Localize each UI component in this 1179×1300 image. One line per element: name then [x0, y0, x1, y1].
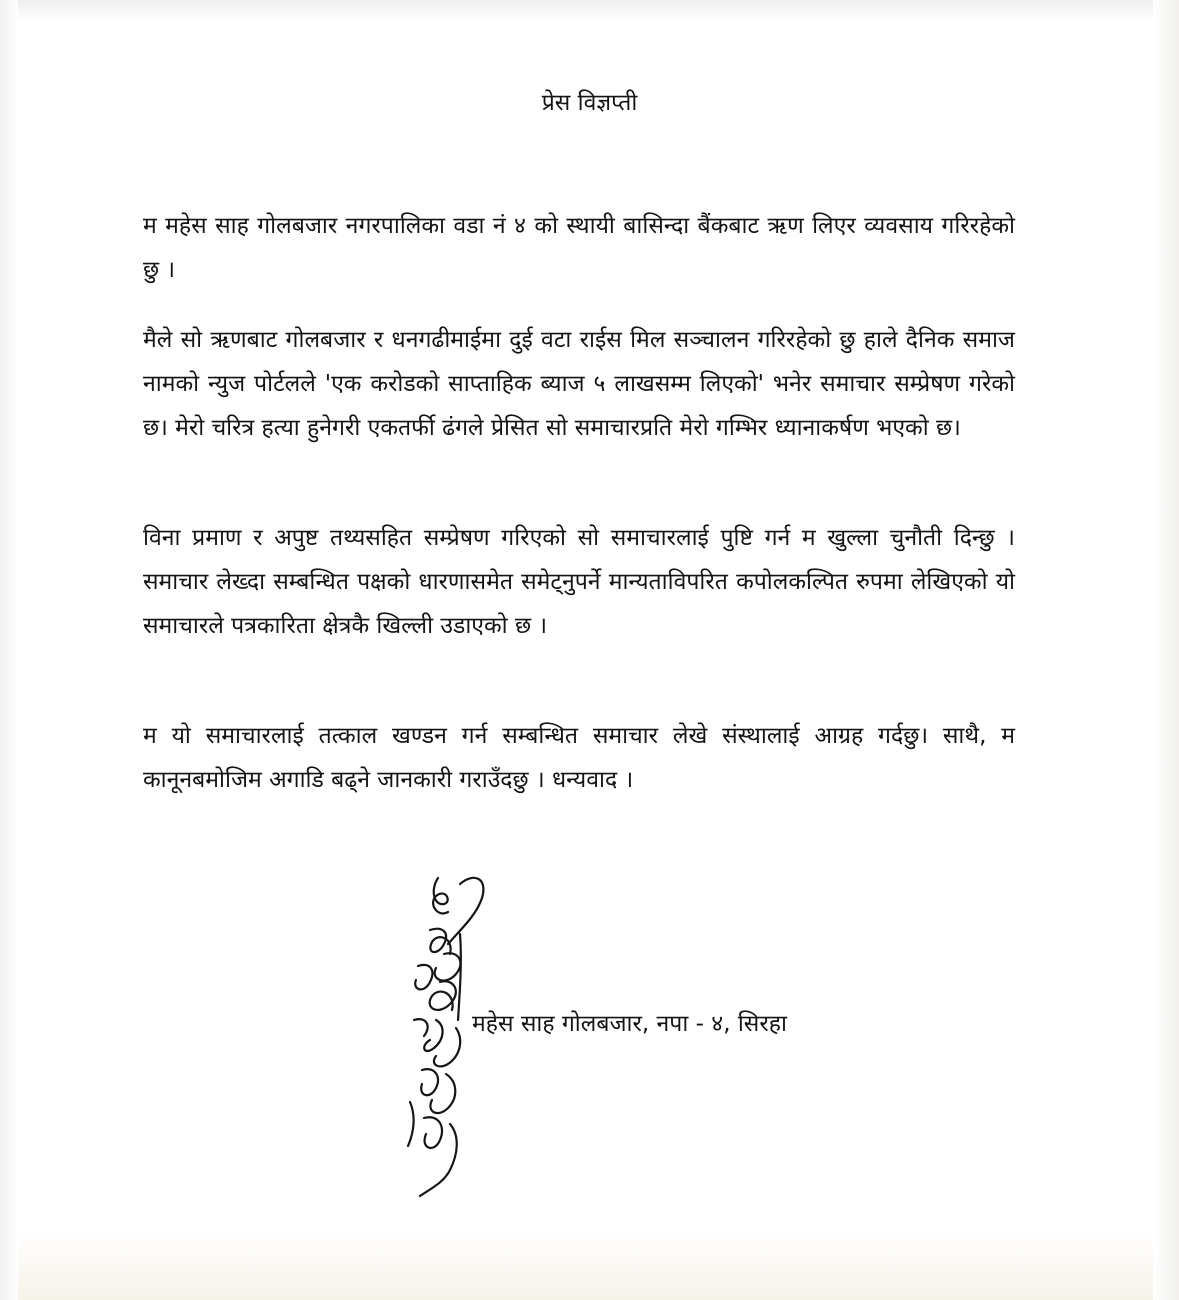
paragraph-1: म महेस साह गोलबजार नगरपालिका वडा नं ४ को स्थायी बासिन्दा बैंकबाट ऋण लिएर व्यवसाय गरिरहेको छु ।	[143, 213, 1015, 283]
paragraph-2: मैले सो ऋणबाट गोलबजार र धनगढीमाईमा दुई वटा राईस मिल सञ्चालन गरिरहेको छु हाले दैनिक समाज नामको न्युज पोर्टलले 'एक करोडको साप्ताहिक ब्याज ५ लाखसम्म लिएको' भनेर समाचार सम्प्रेषण गरेको छ। मेरो चरित्र हत्या हुनेगरी एकतर्फी ढंगले प्रेसित सो समाचारप्रति मेरो गम्भिर ध्यानाकर्षण भएको छ।	[143, 327, 1015, 441]
document-title: प्रेस विज्ञप्ती	[541, 90, 638, 116]
paper-edge-bottom	[0, 1228, 1179, 1300]
signatory-name-address: महेस साह गोलबजार, नपा - ४, सिरहा	[472, 1011, 787, 1037]
paper-edge-left	[0, 0, 18, 1300]
paragraph-4: म यो समाचारलाई तत्काल खण्डन गर्न सम्बन्धित समाचार लेखे संस्थालाई आग्रह गर्दछु। साथै, म कानूनबमोजिम अगाडि बढ्ने जानकारी गराउँदछु । धन्यवाद ।	[143, 723, 1015, 793]
paper-edge-top	[0, 0, 1179, 22]
paper-edge-right	[1153, 0, 1179, 1300]
paragraph-3: विना प्रमाण र अपुष्ट तथ्यसहित सम्प्रेषण गरिएको सो समाचारलाई पुष्टि गर्न म खुल्ला चुनौती दिन्छु । समाचार लेख्दा सम्बन्धित पक्षको धारणासमेत समेट्नुपर्ने मान्यताविपरित कपोलकल्पित रुपमा लेखिएको यो समाचारले पत्रकारिता क्षेत्रकै खिल्ली उडाएको छ ।	[143, 525, 1015, 639]
